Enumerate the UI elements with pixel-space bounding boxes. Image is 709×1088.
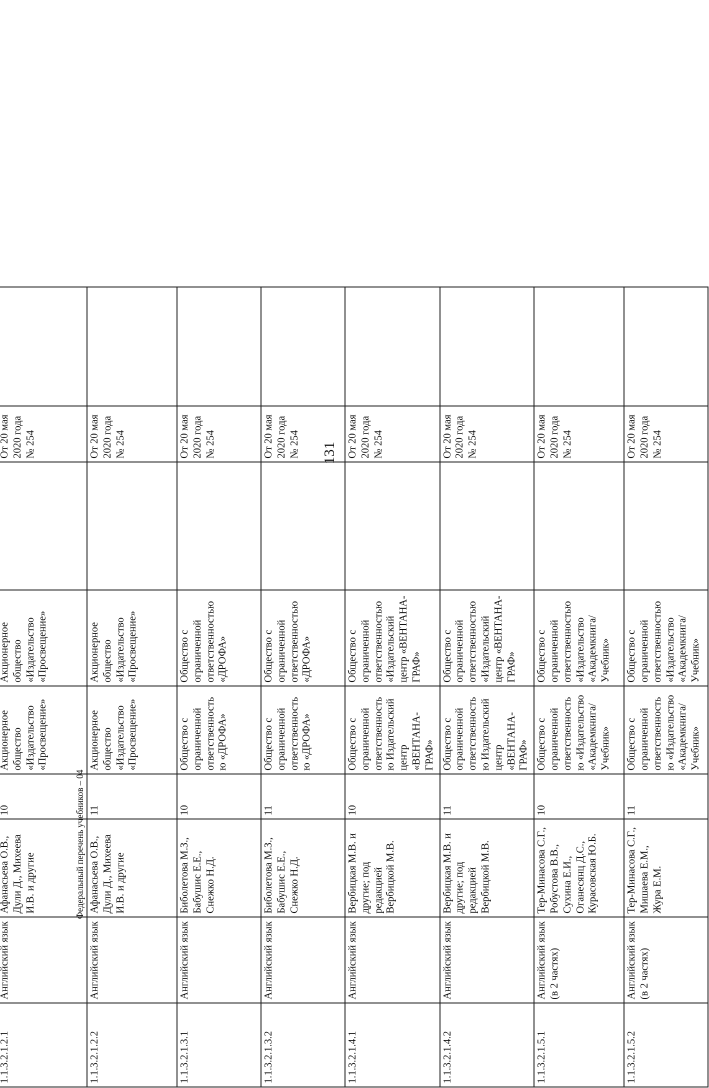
row-authors: Биболетова М.З., Бабушис Е.Е., Снежко Н.Д.: [177, 819, 261, 917]
row-empty-cell: [87, 462, 177, 590]
row-code: 1.1.3.2.1.5.1: [534, 1003, 624, 1087]
row-empty-cell: [624, 462, 708, 590]
row-date: От 20 мая 2020 года № 254: [440, 406, 535, 462]
row-authors: Вербицкая М.В. и другие; под редакцией Вербицкой М.В.: [345, 819, 440, 917]
table-row: [261, 287, 345, 1087]
row-organization: Общество с ограниченной ответственностью «Издательский центр «ВЕНТАНА-ГРАФ»: [345, 590, 440, 686]
row-authors: Афанасьева О.В., Дули Д., Михеева И.В. и другие: [0, 819, 87, 917]
row-empty-cell: [440, 287, 535, 406]
row-authors: Вербицкая М.В. и другие; под редакцией Вербицкой М.В.: [440, 819, 535, 917]
row-grade: 11: [440, 774, 535, 819]
row-empty-cell: [0, 462, 87, 590]
row-code: 1.1.3.2.1.5.2: [624, 1003, 708, 1087]
row-organization: Акционерное общество «Издательство «Просвещение»: [87, 590, 177, 686]
row-publisher: Общество с ограниченной ответственностью «Издательство «Академкнига/Учебник»: [624, 686, 708, 774]
row-subject: Английский язык: [440, 917, 535, 1003]
row-publisher: Общество с ограниченной ответственностью «ДРОФА»: [177, 686, 261, 774]
row-subject: Английский язык (в 2 частях): [624, 917, 708, 1003]
row-code: 1.1.3.2.1.2.2: [87, 1003, 177, 1087]
table-row: [0, 287, 87, 1087]
row-organization: Акционерное общество «Издательство «Просвещение»: [0, 590, 87, 686]
row-organization: Общество с ограниченной ответственностью «Издательство «Академкнига/Учебник»: [624, 590, 708, 686]
row-code: 1.1.3.2.1.4.1: [345, 1003, 440, 1087]
row-grade: 10: [534, 774, 624, 819]
row-subject: Английский язык: [261, 917, 345, 1003]
row-subject: Английский язык: [345, 917, 440, 1003]
row-date: От 20 мая 2020 года № 254: [87, 406, 177, 462]
row-empty-cell: [87, 287, 177, 406]
row-publisher: Общество с ограниченной ответственностью «Издательство «Академкнига/Учебник»: [534, 686, 624, 774]
row-subject: Английский язык: [87, 917, 177, 1003]
row-publisher: Общество с ограниченной ответственностью Издательский центр «ВЕНТАНА-ГРАФ»: [345, 686, 440, 774]
row-publisher: Акционерное общество «Издательство «Просвещение»: [0, 686, 87, 774]
rotated-page-content: [0, 288, 702, 1088]
row-empty-cell: [345, 287, 440, 406]
row-date: От 20 мая 2020 года № 254: [345, 406, 440, 462]
row-empty-cell: [177, 462, 261, 590]
row-code: 1.1.3.2.1.2.1: [0, 1003, 87, 1087]
table-row: [345, 287, 440, 1087]
row-empty-cell: [345, 462, 440, 590]
row-empty-cell: [0, 287, 87, 406]
row-date: От 20 мая 2020 года № 254: [534, 406, 624, 462]
row-empty-cell: [440, 462, 535, 590]
row-grade: 11: [87, 774, 177, 819]
table-row: [534, 287, 624, 1087]
row-empty-cell: [624, 287, 708, 406]
row-code: 1.1.3.2.1.3.1: [177, 1003, 261, 1087]
row-publisher: Акционерное общество «Издательство «Просвещение»: [87, 686, 177, 774]
table-row: [87, 287, 177, 1087]
row-authors: Тер-Минасова С.Г., Мишаева Е.М., Жура Е.М.: [624, 819, 708, 917]
row-subject: Английский язык: [0, 917, 87, 1003]
row-empty-cell: [534, 462, 624, 590]
row-organization: Общество с ограниченной ответственностью «Издательство «Академкнига/Учебник»: [534, 590, 624, 686]
row-date: От 20 мая 2020 года № 254: [0, 406, 87, 462]
row-grade: 10: [177, 774, 261, 819]
row-empty-cell: [261, 462, 345, 590]
row-grade: 11: [624, 774, 708, 819]
textbook-table: [0, 287, 709, 1088]
table-row: [440, 287, 535, 1087]
row-organization: Общество с ограниченной ответственностью «ДРОФА»: [261, 590, 345, 686]
row-subject: Английский язык: [177, 917, 261, 1003]
row-code: 1.1.3.2.1.3.2: [261, 1003, 345, 1087]
row-authors: Афанасьева О.В., Дули Д., Михеева И.В. и другие: [87, 819, 177, 917]
row-grade: 11: [261, 774, 345, 819]
row-date: От 20 мая 2020 года № 254: [624, 406, 708, 462]
page-footer: Федеральный перечень учебников – 04: [75, 769, 85, 919]
row-empty-cell: [261, 287, 345, 406]
table-body: [0, 287, 708, 1087]
row-grade: 10: [345, 774, 440, 819]
row-organization: Общество с ограниченной ответственностью «ДРОФА»: [177, 590, 261, 686]
row-publisher: Общество с ограниченной ответственностью Издательский центр «ВЕНТАНА-ГРАФ»: [440, 686, 535, 774]
row-date: От 20 мая 2020 года № 254: [261, 406, 345, 462]
row-empty-cell: [534, 287, 624, 406]
row-organization: Общество с ограниченной ответственностью «Издательский центр «ВЕНТАНА-ГРАФ»: [440, 590, 535, 686]
row-subject: Английский язык (в 2 частях): [534, 917, 624, 1003]
row-date: От 20 мая 2020 года № 254: [177, 406, 261, 462]
page-number: 131: [322, 441, 338, 465]
table-row: [624, 287, 708, 1087]
row-authors: Биболетова М.З., Бабушис Е.Е., Снежко Н.Д.: [261, 819, 345, 917]
row-grade: 10: [0, 774, 87, 819]
row-empty-cell: [177, 287, 261, 406]
row-authors: Тер-Минасова С.Г., Робустова В.В., Сухина Е.И., Оганесянц Д.С., Курасовская Ю.Б.: [534, 819, 624, 917]
table-row: [177, 287, 261, 1087]
row-publisher: Общество с ограниченной ответственностью «ДРОФА»: [261, 686, 345, 774]
row-code: 1.1.3.2.1.4.2: [440, 1003, 535, 1087]
